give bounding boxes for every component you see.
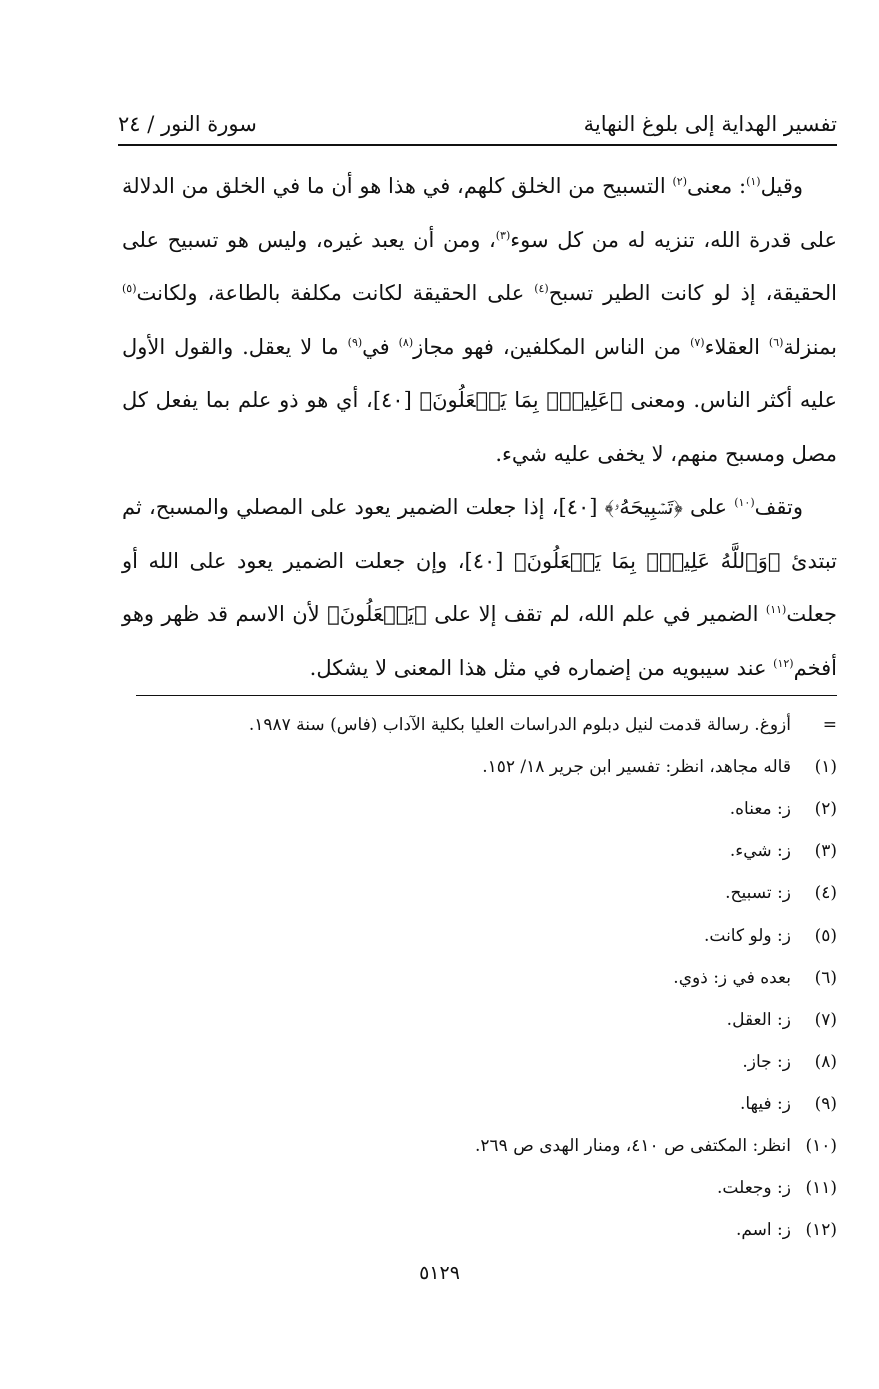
footnote-number: (٤) bbox=[814, 883, 837, 904]
footnote-marker: (٤) bbox=[534, 282, 549, 295]
text-segment: : معنى bbox=[687, 174, 747, 198]
text-segment: التسبيح من الخلق كلهم، في هذا هو أن ما في الخلق من الدلالة على قدرة الله، تنزيه له من كل سوء bbox=[122, 174, 837, 252]
footnote-number: (٣) bbox=[814, 841, 837, 862]
footnote-marker: (١٠) bbox=[734, 496, 755, 509]
footnote-text: ز: ولو كانت. bbox=[703, 925, 791, 946]
page-number: ٥١٢٩ bbox=[419, 1262, 460, 1284]
text-segment: من الناس المكلفين، فهو مجاز bbox=[413, 334, 691, 359]
book-title: تفسير الهداية إلى بلوغ النهاية bbox=[583, 112, 837, 136]
footnote-text: ز: العقل. bbox=[726, 1009, 791, 1030]
text-segment: العقلاء bbox=[704, 334, 769, 359]
text-segment: وتقف bbox=[754, 495, 803, 519]
footnote-text: ز: فيها. bbox=[739, 1093, 791, 1114]
text-segment: [٤٠]، إذا جعلت الضمير يعود على المصلي والمسبح، ثم تبتدئ bbox=[122, 495, 838, 573]
footnote-number: = bbox=[822, 715, 837, 736]
footnote-marker: (٩) bbox=[347, 335, 363, 349]
footnote-marker: (٨) bbox=[398, 335, 414, 349]
footnote-text: انظر: المكتفى ص ٤١٠، ومنار الهدى ص ٢٦٩. bbox=[475, 1135, 791, 1156]
quran-quote: ﴿تَسۡبِيحَهُۥ﴾ bbox=[604, 495, 683, 519]
paragraph bbox=[122, 481, 837, 695]
quran-quote: ﴿وَٱللَّهُ عَلِيمُۢ بِمَا يَفۡعَلُونَ﴾ bbox=[514, 548, 781, 573]
text-segment: وقيل bbox=[760, 174, 803, 198]
text-segment: بمنزلة bbox=[783, 334, 837, 359]
footnote-number: (٨) bbox=[814, 1051, 837, 1072]
quran-quote: ﴿عَلِيمُۢ بِمَا يَفۡعَلُونَ﴾ bbox=[419, 388, 623, 412]
text-segment: لأن الاسم قد ظهر وهو أفخم bbox=[122, 602, 837, 680]
footnotes bbox=[150, 704, 837, 1251]
footnote-number: (١١) bbox=[805, 1178, 837, 1199]
paragraph bbox=[122, 160, 837, 481]
text-segment: ما لا يعقل. والقول الأول عليه أكثر الناس. ومعنى bbox=[122, 334, 837, 412]
text-segment: ، ومن أن يعبد غيره، وليس هو تسبيح على الحقيقة، إذ لو كانت الطير تسبح bbox=[122, 227, 837, 305]
footnote-number: (٢) bbox=[814, 799, 837, 820]
footnote-text: قاله مجاهد، انظر: تفسير ابن جرير ١٨/ ١٥٢. bbox=[482, 757, 791, 778]
surah-reference: سورة النور / ٢٤ bbox=[118, 112, 257, 136]
footnote-item bbox=[150, 788, 837, 830]
footnote-item bbox=[150, 872, 837, 914]
footnote-text: ز: جاز. bbox=[742, 1051, 791, 1072]
text-segment: عند سيبويه من إضماره في مثل هذا المعنى لا يشكل. bbox=[309, 655, 774, 680]
footnote-item bbox=[150, 1041, 837, 1083]
footnote-marker: (٣) bbox=[495, 228, 511, 242]
footnote-number: (٦) bbox=[814, 967, 837, 988]
text-segment: على الحقيقة لكانت مكلفة بالطاعة، ولكانت bbox=[136, 281, 535, 305]
footnote-item bbox=[150, 1125, 837, 1167]
text-segment: في bbox=[362, 334, 399, 359]
footnote-text: ز: معناه. bbox=[729, 799, 791, 820]
footnote-text: ز: تسبيح. bbox=[725, 883, 791, 904]
footnote-text: ز: شيء. bbox=[729, 841, 791, 862]
quran-quote: ﴿يَفۡعَلُونَ﴾ bbox=[327, 602, 427, 626]
header-divider bbox=[118, 144, 837, 146]
footnote-marker: (٦) bbox=[768, 335, 784, 349]
text-segment: الضمير في علم الله، لم تقف إلا على bbox=[426, 602, 766, 626]
text-segment: على bbox=[682, 495, 735, 519]
footnote-marker: (١) bbox=[746, 175, 761, 188]
footnote-item bbox=[150, 914, 837, 956]
footnote-number: (٥) bbox=[814, 925, 837, 946]
text-segment: [٤٠]، أي هو ذو علم بما يفعل كل مصل ومسبح منهم، لا يخفى عليه شيء. bbox=[122, 388, 837, 466]
footnote-item bbox=[150, 1209, 837, 1251]
main-text bbox=[122, 160, 837, 695]
footnote-text: أزوغ. رسالة قدمت لنيل دبلوم الدراسات العليا بكلية الآداب (فاس) سنة ١٩٨٧. bbox=[248, 715, 791, 736]
footnote-marker: (٥) bbox=[122, 282, 137, 295]
footnote-marker: (٧) bbox=[690, 335, 705, 349]
footnote-number: (١٠) bbox=[805, 1135, 837, 1156]
footnote-marker: (٢) bbox=[672, 175, 687, 188]
footnote-number: (١) bbox=[814, 757, 837, 778]
footnote-item bbox=[150, 704, 837, 746]
footnote-marker: (١١) bbox=[765, 603, 787, 616]
footnote-item bbox=[150, 1167, 837, 1209]
footnote-number: (٧) bbox=[814, 1009, 837, 1030]
footnote-text: بعده في ز: ذوي. bbox=[673, 967, 791, 988]
footnote-item bbox=[150, 830, 837, 872]
footnote-item bbox=[150, 999, 837, 1041]
footnote-text: ز: اسم. bbox=[735, 1220, 791, 1241]
footnote-item bbox=[150, 1083, 837, 1125]
footnote-divider bbox=[136, 695, 837, 696]
footnote-number: (١٢) bbox=[805, 1220, 837, 1241]
footnote-item bbox=[150, 746, 837, 788]
footnote-marker: (١٢) bbox=[773, 656, 794, 670]
text-segment: [٤٠]، وإن جعلت الضمير يعود على الله أو جعلت bbox=[122, 548, 838, 626]
footnote-text: ز: وجعلت. bbox=[717, 1178, 791, 1199]
running-header bbox=[118, 92, 837, 136]
footnote-item bbox=[150, 957, 837, 999]
footnote-number: (٩) bbox=[814, 1093, 837, 1114]
